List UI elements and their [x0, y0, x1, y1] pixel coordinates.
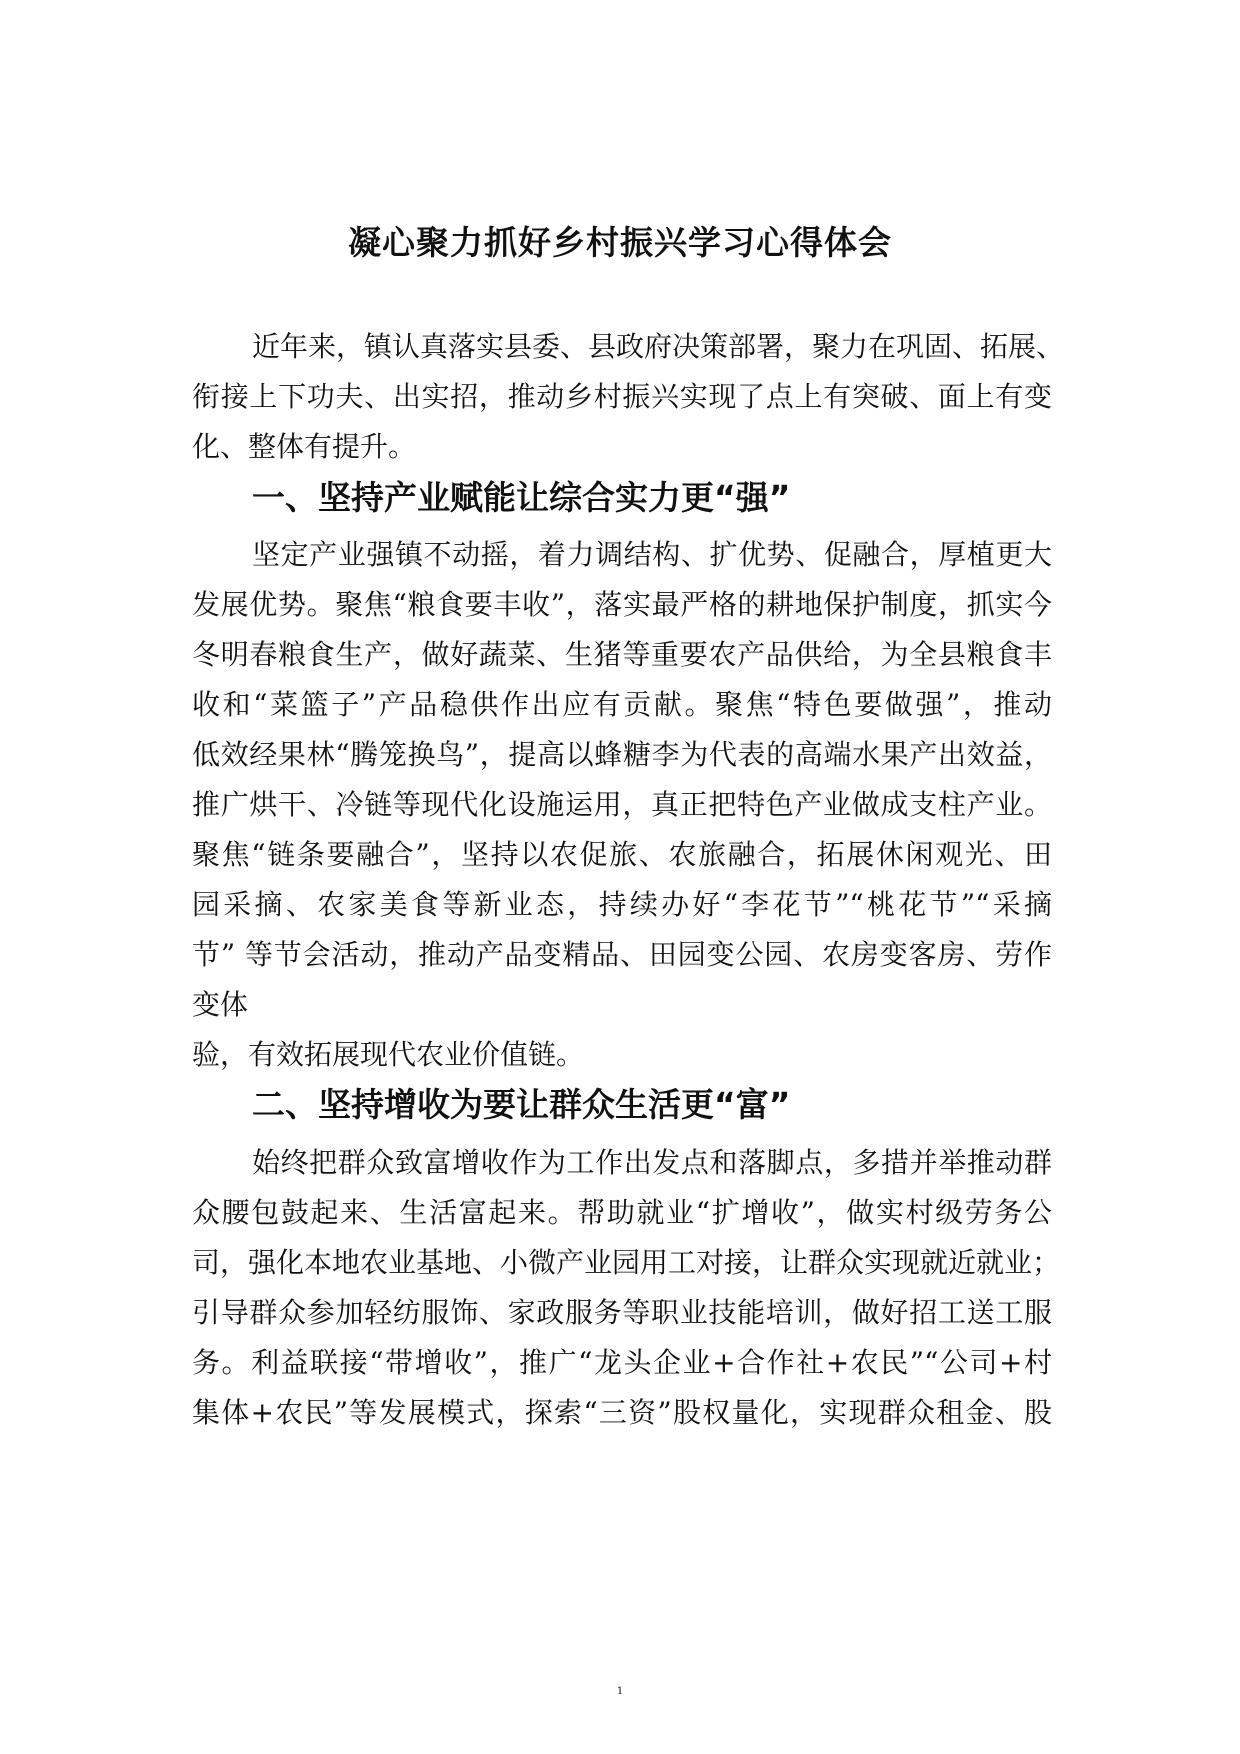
body-line: 节” 等节会活动，推动产品变精品、田园变公园、农房变客房、劳作 — [192, 938, 1052, 971]
body-line: 收和“菜篮子”产品稳供作出应有贡献。聚焦“特色要做强”，推动 — [192, 688, 1052, 721]
body-line: 冬明春粮食生产，做好蔬菜、生猪等重要农产品供给，为全县粮食丰 — [192, 638, 1052, 671]
body-line: 引导群众参加轻纺服饰、家政服务等职业技能培训，做好招工送工服 — [192, 1296, 1052, 1329]
intro-line: 化、整体有提升。 — [192, 430, 417, 463]
body-line: 始终把群众致富增收作为工作出发点和落脚点，多措并举推动群 — [252, 1146, 1052, 1179]
page-number: 1 — [616, 1686, 624, 1697]
document-title: 凝心聚力抓好乡村振兴学习心得体会 — [348, 223, 892, 262]
body-line: 务。利益联接“带增收”，推广“龙头企业+合作社+农民”“公司+村 — [192, 1346, 1052, 1379]
body-line: 低效经果林“腾笼换鸟”，提高以蜂糖李为代表的高端水果产出效益， — [192, 738, 1052, 771]
body-line: 坚定产业强镇不动摇，着力调结构、扩优势、促融合，厚植更大 — [252, 538, 1052, 571]
body-line: 变体 — [192, 988, 249, 1021]
body-line: 集体+农民”等发展模式，探索“三资”股权量化，实现群众租金、股 — [192, 1396, 1052, 1429]
body-line: 验，有效拓展现代农业价值链。 — [192, 1038, 585, 1071]
section-heading: 二、坚持增收为要让群众生活更“富” — [252, 1085, 791, 1124]
body-line: 园采摘、农家美食等新业态，持续办好“李花节”“桃花节”“采摘 — [192, 888, 1052, 921]
body-line: 推广烘干、冷链等现代化设施运用，真正把特色产业做成支柱产业。 — [192, 788, 1052, 821]
body-line: 发展优势。聚焦“粮食要丰收”，落实最严格的耕地保护制度，抓实今 — [192, 588, 1052, 621]
body-line: 司，强化本地农业基地、小微产业园用工对接，让群众实现就近就业； — [192, 1246, 1061, 1279]
body-line: 聚焦“链条要融合”，坚持以农促旅、农旅融合，拓展休闲观光、田 — [192, 838, 1052, 871]
intro-line: 衔接上下功夫、出实招，推动乡村振兴实现了点上有突破、面上有变 — [192, 380, 1052, 413]
intro-line: 近年来，镇认真落实县委、县政府决策部署，聚力在巩固、拓展、 — [252, 330, 1065, 363]
section-heading: 一、坚持产业赋能让综合实力更“强” — [252, 478, 791, 517]
body-line: 众腰包鼓起来、生活富起来。帮助就业“扩增收”，做实村级劳务公 — [192, 1196, 1052, 1229]
